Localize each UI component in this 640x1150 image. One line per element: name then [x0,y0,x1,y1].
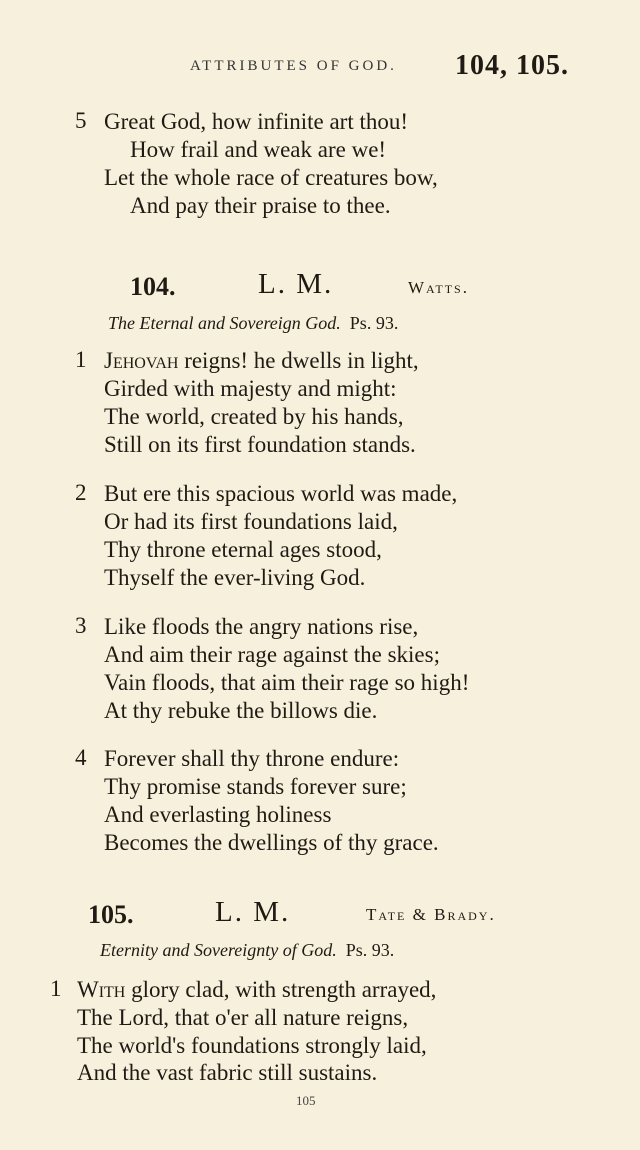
first-line-rest: reigns! he dwells in light, [178,348,419,373]
verse-line: Thy throne eternal ages stood, [104,537,382,562]
verse-line: At thy rebuke the billows die. [104,698,378,723]
verse-line: But ere this spacious world was made, [104,481,458,506]
hymn-subtitle-text: Eternity and Sovereignty of God. [100,940,337,960]
stanza-number: 3 [75,613,87,638]
stanza-number: 4 [75,745,87,770]
stanza-number: 1 [75,347,87,372]
verse-line: Vain floods, that aim their rage so high! [104,670,470,695]
verse-line: The Lord, that o'er all nature reigns, [77,1005,409,1030]
verse-line: And the vast fabric still sustains. [77,1060,378,1085]
verse-line: Let the whole race of creatures bow, [104,165,438,190]
verse-line [77,976,436,1003]
verse-line: And pay their praise to thee. [130,193,391,218]
hymn-subtitle-text: The Eternal and Sovereign God. [108,313,341,333]
verse-line: And aim their rage against the skies; [104,642,440,667]
verse-line: The world, created by his hands, [104,404,404,429]
verse-line: How frail and weak are we! [130,137,387,162]
page-number: 105 [296,1093,316,1108]
first-line-rest: glory clad, with strength arrayed, [125,977,437,1002]
stanza-number: 2 [75,480,87,505]
verse-line: Still on its first foundation stands. [104,432,416,457]
running-header-hymn-numbers: 104, 105. [455,50,569,81]
verse-line: Like floods the angry nations rise, [104,614,419,639]
hymn-author: Tate & Brady. [366,905,496,924]
verse-line: Great God, how infinite art thou! [104,109,409,134]
psalm-reference: Ps. 93. [349,313,399,333]
stanza-number: 5 [75,108,87,133]
running-header-title: ATTRIBUTES OF GOD. [190,58,397,74]
hymn-meter: L. M. [215,896,291,928]
hymn-author: Watts. [408,278,469,297]
first-word-small-caps: With [77,977,126,1002]
verse-line: Girded with majesty and might: [104,376,397,401]
first-word-small-caps: Jehovah [104,348,179,373]
verse-line: Thyself the ever-living God. [104,565,366,590]
verse-line: Or had its first foundations laid, [104,509,398,534]
verse-line: Thy promise stands forever sure; [104,774,407,799]
verse-line: Becomes the dwellings of thy grace. [104,830,439,855]
verse-line [104,347,419,374]
hymn-meter: L. M. [258,268,334,300]
hymn-subtitle [108,313,398,334]
psalm-reference: Ps. 93. [345,940,395,960]
verse-line: And everlasting holiness [104,802,332,827]
verse-line: The world's foundations strongly laid, [77,1033,427,1058]
verse-line: Forever shall thy throne endure: [104,746,400,771]
hymn-number: 104. [130,272,176,301]
hymn-subtitle [100,940,394,961]
stanza-number: 1 [50,976,62,1001]
hymn-number: 105. [88,900,134,929]
